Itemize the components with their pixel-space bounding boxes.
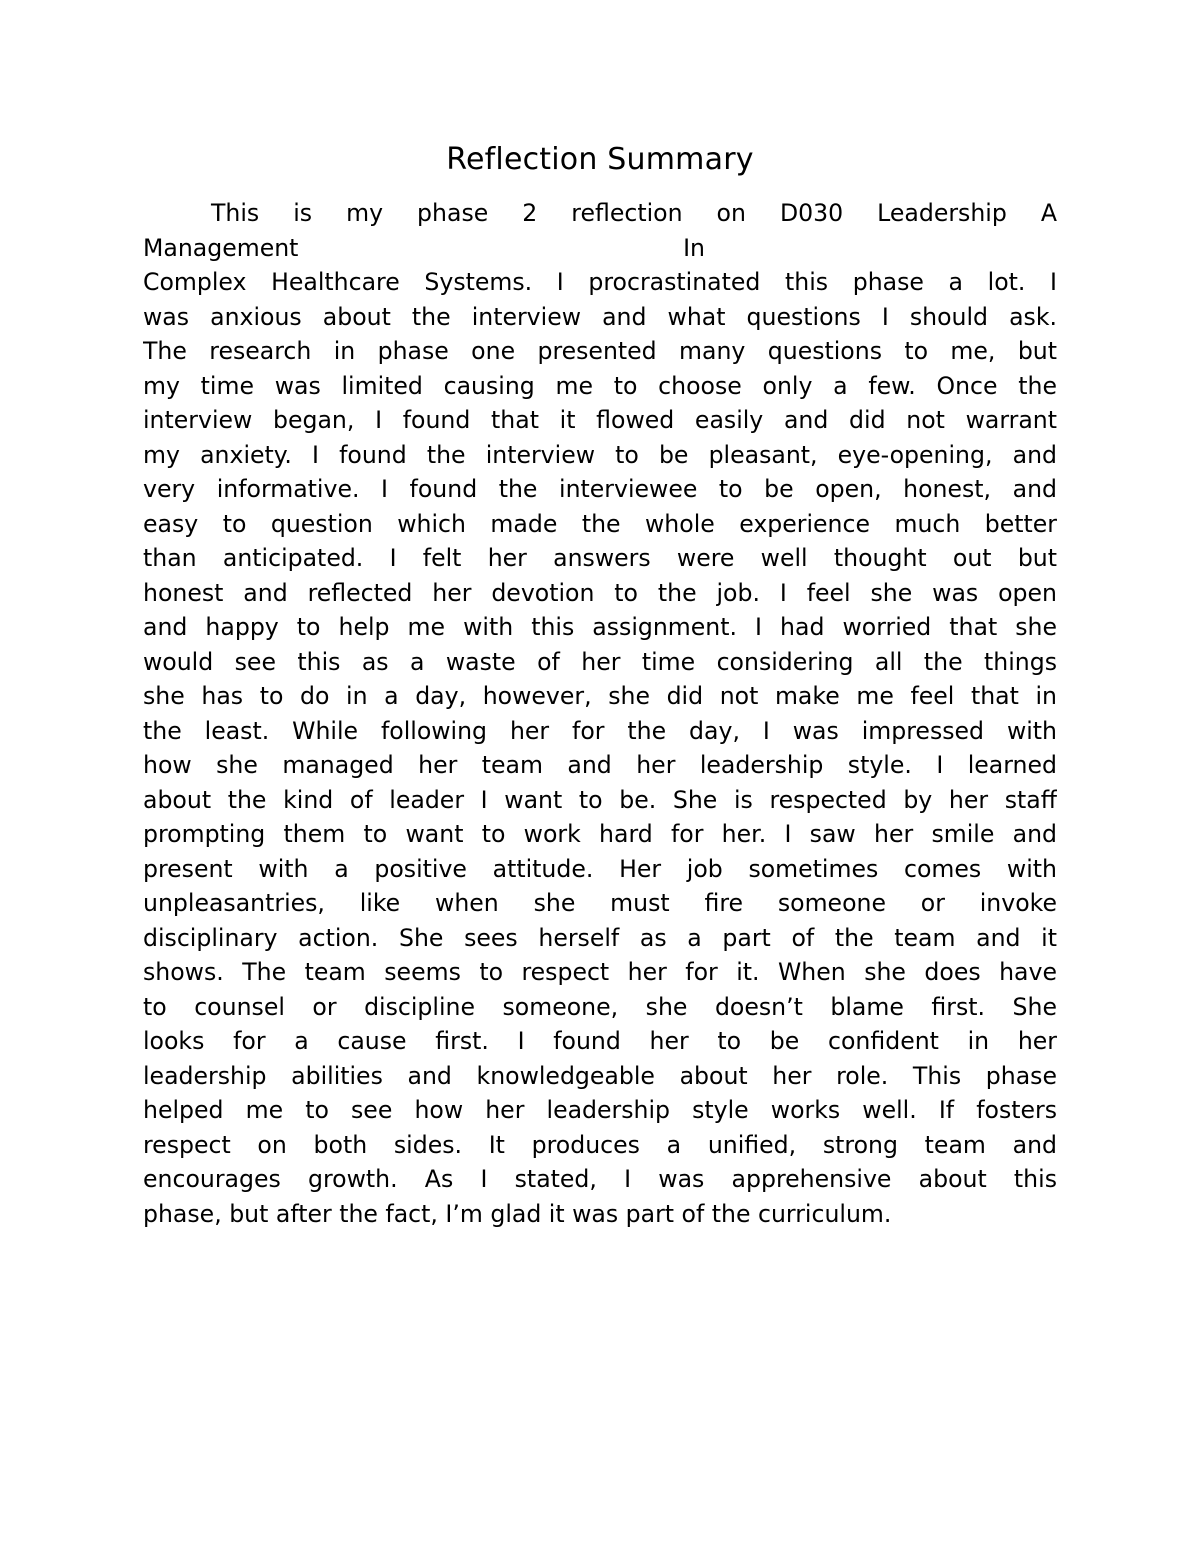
text-line: was anxious about the interview and what questions I should ask. xyxy=(143,302,1057,331)
text-line: my anxiety. I found the interview to be pleasant, eye-opening, and xyxy=(143,440,1057,469)
text-line: interview began, I found that it flowed easily and did not warrant xyxy=(143,406,1057,434)
text-line: Management In xyxy=(143,233,705,262)
text-line: looks for a cause first. I found her to be confident in her xyxy=(143,1027,1057,1055)
text-line: respect on both sides. It produces a unified, strong team and xyxy=(143,1130,1057,1159)
text-line: than anticipated. I felt her answers were well thought out but xyxy=(143,544,1057,572)
text-line: honest and reflected her devotion to the job. I feel she was open xyxy=(143,578,1057,607)
text-line: leadership abilities and knowledgeable about her role. This phase xyxy=(143,1061,1057,1090)
text-line: This is my phase 2 reflection on D030 Leadership A xyxy=(211,199,1057,227)
text-line: prompting them to want to work hard for her. I saw her smile and xyxy=(143,820,1057,848)
text-line: shows. The team seems to respect her for it. When she does have xyxy=(143,958,1057,986)
text-line: phase, but after the fact, I’m glad it was part of the curriculum. xyxy=(143,1199,892,1228)
text-line: about the kind of leader I want to be. She is respected by her staff xyxy=(143,785,1057,814)
text-line: easy to question which made the whole experience much better xyxy=(143,509,1057,538)
reflection-body xyxy=(143,196,1057,1231)
text-line: to counsel or discipline someone, she doesn’t blame first. She xyxy=(143,992,1057,1021)
text-line: encourages growth. As I stated, I was apprehensive about this xyxy=(143,1165,1057,1193)
text-line: helped me to see how her leadership style works well. If fosters xyxy=(143,1096,1057,1124)
text-line: Complex Healthcare Systems. I procrastinated this phase a lot. I xyxy=(143,268,1057,296)
text-line: very informative. I found the interviewee to be open, honest, and xyxy=(143,475,1057,503)
text-line: unpleasantries, like when she must fire someone or invoke xyxy=(143,889,1057,917)
text-line: and happy to help me with this assignment. I had worried that she xyxy=(143,613,1057,641)
text-line: disciplinary action. She sees herself as a part of the team and it xyxy=(143,923,1057,952)
text-line: The research in phase one presented many questions to me, but xyxy=(143,337,1057,365)
text-line: present with a positive attitude. Her job sometimes comes with xyxy=(143,854,1057,883)
text-line: would see this as a waste of her time considering all the things xyxy=(143,647,1057,676)
text-line: my time was limited causing me to choose only a few. Once the xyxy=(143,371,1057,400)
text-line: the least. While following her for the day, I was impressed with xyxy=(143,716,1057,745)
page-title: Reflection Summary xyxy=(446,142,754,177)
text-line: she has to do in a day, however, she did not make me feel that in xyxy=(143,682,1057,710)
text-line: how she managed her team and her leadership style. I learned xyxy=(143,751,1057,779)
